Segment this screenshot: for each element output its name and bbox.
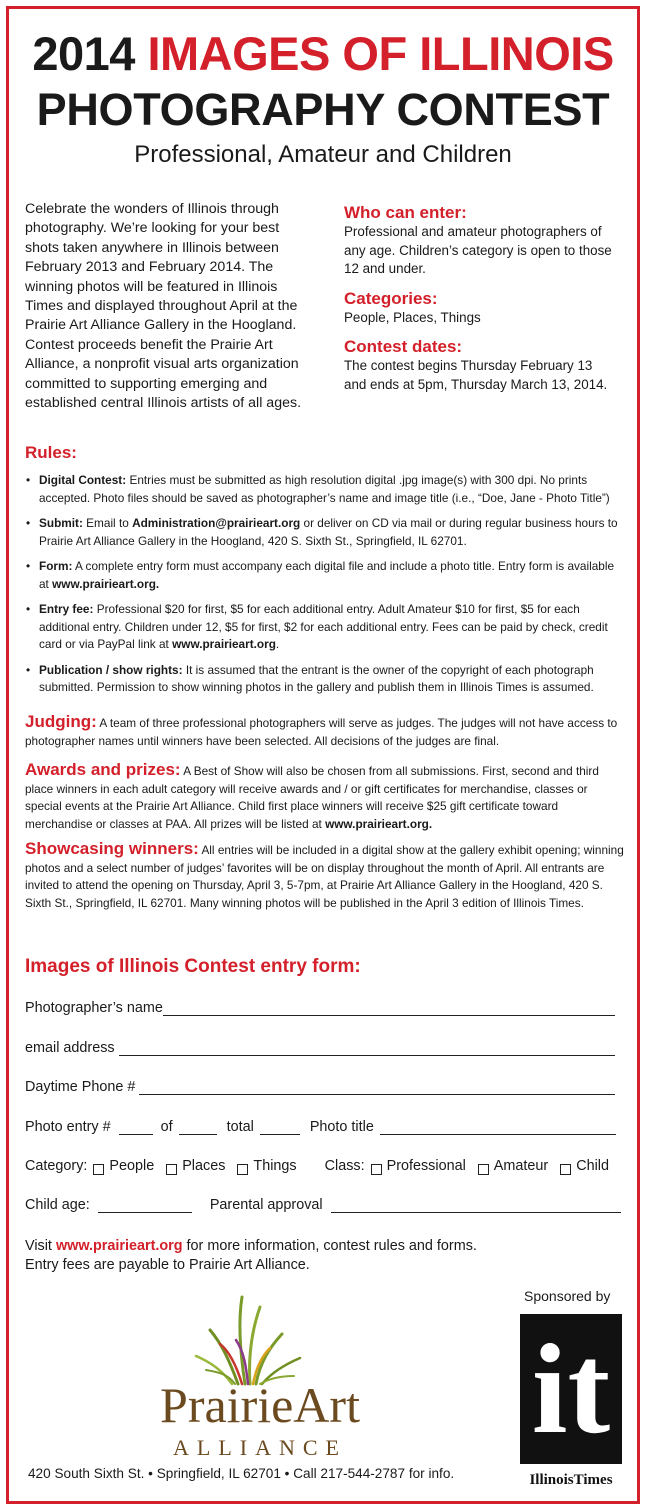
- child-age-label: Child age:: [25, 1197, 90, 1213]
- child-age-row: [25, 1197, 621, 1213]
- rule-text: A complete entry form must accompany each digital file and include a photo title. Entry form is available at: [39, 559, 615, 591]
- photographer-name-row: [25, 1000, 619, 1016]
- professional-checkbox[interactable]: [371, 1164, 382, 1175]
- grass-icon: [196, 1297, 300, 1384]
- things-label: Things: [253, 1158, 297, 1174]
- intro-line: Times and displayed throughout April at the: [25, 298, 298, 315]
- intro-line: established central Illinois artists of all ages.: [25, 395, 302, 412]
- rule-label: Entry fee:: [39, 602, 94, 616]
- website-link[interactable]: www.prairieart.org.: [325, 816, 433, 831]
- rule-text: or deliver on CD via mail or during regular business hours to Prairie Art Alliance Gallery in the Hoogland, 420 S. Sixth St., Springfield, IL 62701.: [39, 516, 618, 548]
- text-line: The contest begins Thursday February 13: [344, 358, 593, 373]
- intro-line: Contest proceeds benefit the Prairie Art: [25, 336, 273, 353]
- text-line: 12 and under.: [344, 261, 426, 276]
- rule-text: Entries must be submitted as high resolution digital .jpg image(s) with 300 dpi. No prints accepted. Photo files should be saved as photographer’s name and image title (i.e., “Doe, Jane - Photo Title”): [39, 473, 610, 505]
- who-can-enter-text: [344, 223, 630, 279]
- email-label: email address: [25, 1040, 115, 1056]
- intro-line: photography. We’re looking for your best: [25, 220, 280, 237]
- illinois-times-logo: [520, 1314, 622, 1495]
- awards-section: [25, 761, 625, 833]
- website-link[interactable]: www.prairieart.org: [172, 637, 276, 651]
- prairie-art-alliance-logo: [110, 1292, 410, 1469]
- contest-subtitle: Professional, Amateur and Children: [134, 141, 512, 168]
- child-age-field[interactable]: [98, 1199, 192, 1213]
- visit-suffix: for more information, contest rules and forms.: [182, 1238, 477, 1254]
- contest-dates-heading: Contest dates:: [344, 337, 463, 356]
- title-red: IMAGES OF ILLINOIS: [147, 27, 614, 80]
- category-class-row: [25, 1158, 609, 1174]
- amateur-checkbox[interactable]: [478, 1164, 489, 1175]
- rule-text: It is assumed that the entrant is the owner of the copyright of each photograph submitted. Permission to show winning photos in the gallery and publish them in Illinois Times is assumed.: [39, 662, 594, 694]
- judging-heading: Judging:: [25, 712, 97, 731]
- who-can-enter-heading: Who can enter:: [344, 203, 467, 222]
- places-label: Places: [182, 1158, 226, 1174]
- photographer-name-field[interactable]: [163, 1002, 615, 1016]
- total-label: total: [226, 1119, 254, 1135]
- intro-line: winning photos will be featured in Illinois: [25, 278, 278, 295]
- photo-title-label: Photo title: [309, 1119, 374, 1135]
- intro-paragraph: [25, 200, 325, 413]
- awards-heading: Awards and prizes:: [25, 760, 181, 779]
- intro-line: Celebrate the wonders of Illinois through: [25, 201, 279, 217]
- visit-line: [25, 1237, 477, 1256]
- rule-item: [25, 558, 625, 593]
- fees-payable-note: Entry fees are payable to Prairie Art Alliance.: [25, 1257, 310, 1273]
- phone-row: [25, 1079, 619, 1095]
- class-label: Class:: [324, 1158, 365, 1174]
- rule-label: Digital Contest:: [39, 473, 127, 487]
- showcasing-section: [25, 840, 625, 912]
- intro-line: February 2013 and February 2014. The: [25, 259, 274, 276]
- entry-of-field[interactable]: [179, 1121, 217, 1135]
- child-checkbox[interactable]: [560, 1164, 571, 1175]
- it-logo-letters: it: [531, 1318, 611, 1460]
- rule-item: [25, 662, 625, 697]
- rules-heading: Rules:: [25, 443, 77, 462]
- amateur-label: Amateur: [493, 1158, 549, 1174]
- photo-entry-row: [25, 1119, 616, 1135]
- contest-title: [0, 26, 646, 82]
- rule-text: Email to: [82, 516, 133, 530]
- category-label: Category:: [25, 1158, 88, 1174]
- intro-line: Alliance, a nonprofit visual arts organization: [25, 356, 299, 373]
- intro-line: committed to supporting emerging and: [25, 375, 268, 392]
- of-label: of: [160, 1119, 173, 1135]
- email-field[interactable]: [119, 1042, 615, 1056]
- title-year: 2014: [32, 27, 135, 80]
- text-line: any age. Children’s category is open to those: [344, 242, 612, 258]
- sponsored-by-label: Sponsored by: [524, 1288, 611, 1304]
- photo-title-field[interactable]: [380, 1121, 616, 1135]
- alliance-wordmark: ALLIANCE: [173, 1435, 347, 1460]
- rule-label: Publication / show rights:: [39, 662, 183, 677]
- photographer-name-label: Photographer’s name: [25, 1000, 163, 1016]
- intro-line: Prairie Art Alliance Gallery in the Hoogland.: [25, 317, 297, 334]
- illinois-times-name: IllinoisTimes: [529, 1472, 613, 1488]
- things-checkbox[interactable]: [237, 1164, 248, 1175]
- rule-item: [25, 472, 625, 507]
- phone-field[interactable]: [139, 1081, 615, 1095]
- phone-label: Daytime Phone #: [25, 1079, 136, 1095]
- contest-dates-text: [344, 357, 630, 394]
- contest-title-line2: PHOTOGRAPHY CONTEST: [36, 84, 610, 135]
- rules-list: [25, 472, 625, 697]
- people-checkbox[interactable]: [93, 1164, 104, 1175]
- rule-text: .: [275, 637, 280, 651]
- showcasing-text: All entries will be included in a digital show at the gallery exhibit opening; winning photos and a select number of judges’ favorites will be on display throughout the month of April. All entrants are invited to attend the opening on Thursday, April 3, 5-7pm, at Prairie Art Alliance Gallery in the Hoogland, 420 S. Sixth St., Springfield, IL 62701. Many winning photos will be published in the April 3 edition of Illinois Times.: [25, 843, 624, 910]
- parental-approval-label: Parental approval: [209, 1197, 323, 1213]
- entry-total-field[interactable]: [260, 1121, 300, 1135]
- visit-info: [25, 1237, 477, 1275]
- intro-line: shots taken anywhere in Illinois between: [25, 239, 279, 256]
- text-line: Professional and amateur photographers of: [344, 224, 602, 239]
- parental-approval-field[interactable]: [331, 1199, 621, 1213]
- child-label: Child: [576, 1158, 609, 1174]
- judging-text: A team of three professional photographers will serve as judges. The judges will not have access to photographer names until winners have been selected. All decisions of the judges are final.: [25, 716, 618, 748]
- email-row: [25, 1040, 619, 1056]
- professional-label: Professional: [386, 1158, 466, 1174]
- awards-text: A Best of Show will also be chosen from all submissions. First, second and third place winners in each adult category will receive awards and / or gift certificates for merchandise, classes or special events at the Prairie Art Alliance. Child first place winners will receive $25 gift certificate toward merchandise or classes at PAA. All prizes will be listed at: [25, 764, 599, 831]
- text-line: and ends at 5pm, Thursday March 13, 2014.: [344, 376, 608, 392]
- categories-heading: Categories:: [344, 288, 438, 308]
- website-link[interactable]: www.prairieart.org.: [52, 576, 160, 591]
- photo-entry-label: Photo entry #: [25, 1119, 111, 1135]
- entry-form-title: Images of Illinois Contest entry form:: [25, 956, 361, 977]
- footer-contact: 420 South Sixth St. • Springfield, IL 62701 • Call 217-544-2787 for info.: [28, 1466, 455, 1481]
- website-link[interactable]: www.prairieart.org: [55, 1238, 183, 1254]
- rule-label: Form:: [39, 559, 73, 573]
- email-link[interactable]: Administration@prairieart.org: [132, 516, 301, 530]
- showcasing-heading: Showcasing winners:: [25, 839, 199, 858]
- places-checkbox[interactable]: [166, 1164, 177, 1175]
- categories-text: People, Places, Things: [344, 309, 481, 325]
- judging-section: [25, 713, 625, 750]
- rule-text: Professional $20 for first, $5 for each additional entry. Adult Amateur $10 for first, $5 for each additional entry. Children under 12, $5 for first, $2 for each additional entry. Fees can be paid by check, credit card or via PayPal link at: [39, 602, 608, 651]
- photo-entry-number-field[interactable]: [119, 1121, 153, 1135]
- rule-label: Submit:: [39, 516, 83, 530]
- rule-item: [25, 515, 625, 550]
- info-column: [344, 202, 630, 394]
- rule-item: [25, 601, 625, 654]
- people-label: People: [109, 1158, 155, 1174]
- prairie-art-wordmark: PrairieArt: [160, 1377, 360, 1433]
- visit-prefix: Visit: [25, 1238, 56, 1254]
